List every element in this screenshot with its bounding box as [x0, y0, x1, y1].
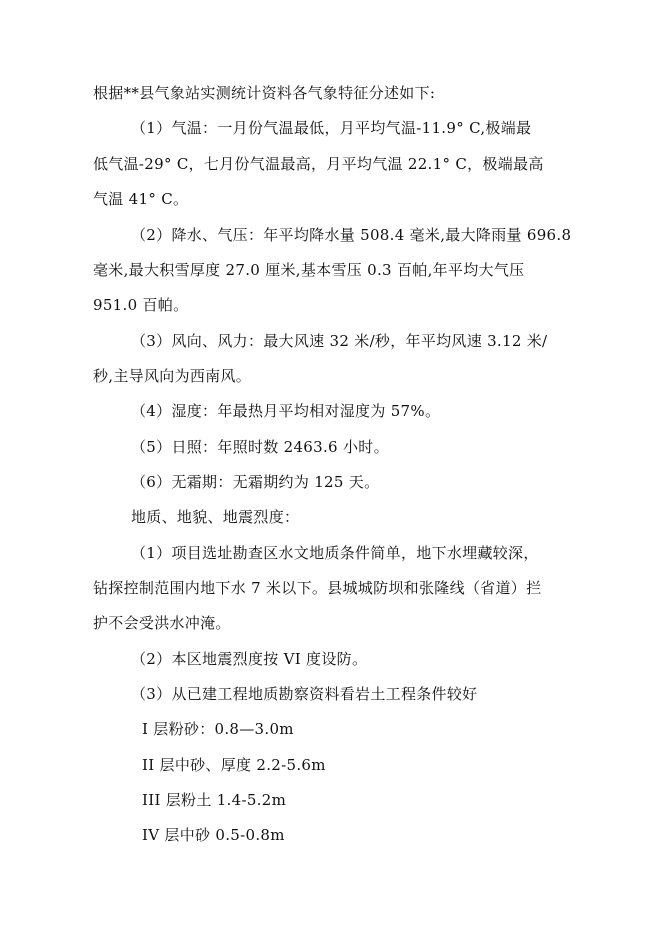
layer-1-line: I 层粉砂：0.8—3.0m: [142, 720, 294, 738]
temperature-line-1: （1）气温：一月份气温最低，月平均气温-11.9° C,极端最: [131, 119, 532, 137]
temperature-line-2: 低气温-29° C，七月份气温最高，月平均气温 22.1° C，极端最高: [93, 155, 544, 173]
precipitation-line-1: （2）降水、气压：年平均降水量 508.4 毫米,最大降雨量 696.8: [131, 226, 572, 244]
wind-line-2: 秒,主导风向为西南风。: [93, 367, 252, 385]
layer-2-line: II 层中砂、厚度 2.2-5.6m: [142, 756, 326, 774]
temperature-line-3: 气温 41° C。: [93, 190, 189, 208]
humidity-line: （4）湿度：年最热月平均相对湿度为 57%。: [131, 402, 441, 420]
geology-line-1: （1）项目选址勘查区水文地质条件简单，地下水埋藏较深，: [131, 544, 539, 562]
geology-line-3: 护不会受洪水冲淹。: [93, 614, 231, 632]
intro-line: 根据**县气象站实测统计资料各气象特征分述如下:: [93, 84, 436, 102]
geology-heading: 地质、地貌、地震烈度：: [131, 508, 300, 526]
precipitation-line-3: 951.0 百帕。: [93, 296, 189, 314]
seismic-line: （2）本区地震烈度按 VI 度设防。: [131, 650, 368, 668]
wind-line-1: （3）风向、风力：最大风速 32 米/秒，年平均风速 3.12 米/: [131, 332, 548, 350]
layer-3-line: III 层粉土 1.4-5.2m: [142, 791, 287, 809]
geology-line-2: 钻探控制范围内地下水 7 米以下。县城城防坝和张隆线（省道）拦: [93, 579, 542, 597]
survey-line: （3）从已建工程地质勘察资料看岩土工程条件较好: [131, 685, 478, 703]
precipitation-line-2: 毫米,最大积雪厚度 27.0 厘米,基本雪压 0.3 百帕,年平均大气压: [93, 261, 525, 279]
layer-4-line: IV 层中砂 0.5-0.8m: [142, 826, 285, 844]
sunshine-line: （5）日照：年照时数 2463.6 小时。: [131, 438, 389, 456]
frost-free-line: （6）无霜期：无霜期约为 125 天。: [131, 473, 380, 491]
